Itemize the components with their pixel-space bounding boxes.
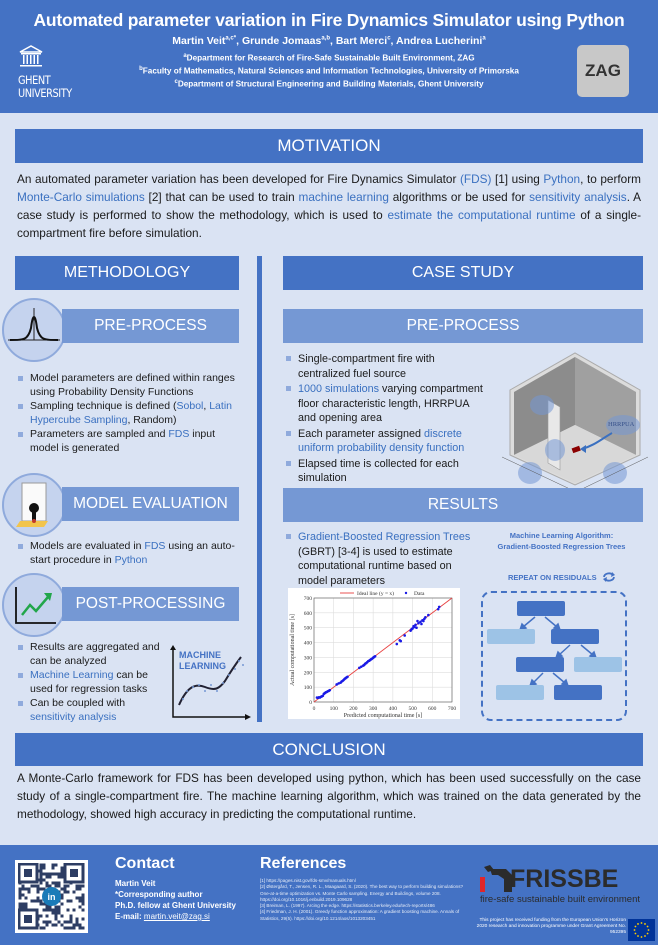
highlighted-term: Python [543,172,581,186]
gbrt-tree-diagram [481,591,627,721]
case-study-preprocess-list [283,352,488,487]
x-tick-label: 200 [349,706,358,712]
post-processing-list [15,641,165,725]
data-point [437,608,440,611]
eu-funding-text: This project has received funding from the European Union's Horizon 2020 research and innovation programme under Grant Agreement No. 952395 [476,918,626,935]
highlighted-term: FDS [168,428,190,440]
bullet-item [15,540,245,567]
data-point [403,634,406,637]
highlighted-term: Gradient-Boosted Regression Trees [298,531,471,543]
highlighted-term: sensitivity analysis [30,710,117,723]
text-segment: Each parameter assigned [298,427,425,440]
contact-heading: Contact [115,855,175,872]
highlighted-term: sensitivity analysis [529,190,627,204]
legend-entry: Data [414,591,425,597]
tree-node-3 [516,657,564,672]
methodology-heading: METHODOLOGY [15,256,239,290]
motivation-heading: MOTIVATION [15,129,643,163]
text-segment: , to perform [580,172,641,186]
y-tick-label: 700 [303,596,312,602]
highlighted-term: Latin Hypercube Sampling [30,400,232,426]
y-tick-label: 200 [303,670,312,677]
text-segment: Results are aggregated and can be analyzed [30,641,160,667]
repeat-on-residuals [508,572,616,582]
zag-logo: ZAG [577,45,629,97]
post-processing-heading: POST-PROCESSING [62,587,239,621]
text-segment: Can be coupled with [30,697,126,709]
highlighted-term: FDS [144,540,166,552]
text-segment: An automated parameter variation has been developed for Fire Dynamics Simulator [17,172,460,186]
bullet-item [15,400,245,427]
x-tick-label: 0 [312,706,316,712]
poster-header [0,0,658,113]
text-segment: [2] that can be used to train [144,190,299,204]
x-tick-label: 700 [447,706,457,712]
x-tick-label: 300 [369,706,378,712]
data-point [420,623,423,626]
text-segment: Parameters are sampled and [30,428,169,440]
data-point [346,675,349,678]
highlighted-term: Python [114,553,148,566]
machine-learning-graphic [165,645,253,725]
linkedin-icon: in [42,887,61,906]
data-point [424,616,427,619]
x-tick-label: 500 [408,706,417,712]
bell-curve-icon [2,298,66,362]
ghent-logo-line1: GHENT [18,73,51,87]
x-tick-label: 100 [329,706,338,712]
highlighted-term: Monte-Carlo simulations [17,190,145,204]
data-point [328,689,331,692]
tree-leaf-3 [496,685,544,700]
hrrpua-label: HRRPUA [608,421,635,428]
eu-flag-icon [628,919,655,941]
frissbe-wordmark: FRISSBE [510,865,619,893]
methodology-preprocess-heading: PRE-PROCESS [62,309,239,343]
contact-email-row: E-mail: martin.veit@zag.si [115,912,210,921]
repeat-label: REPEAT ON RESIDUALS [508,572,597,582]
bullet-item [283,530,483,588]
bullet-item [283,427,488,456]
results-heading: RESULTS [283,488,643,522]
y-axis-label: Actual computational time [s] [290,614,296,686]
text-segment: varying compartment floor characteristic length, HRRPUA and opening area [298,383,483,424]
highlighted-term: discrete uniform probability density function [298,427,465,454]
data-point [422,620,425,623]
contact-role: *Corresponding author [115,890,203,899]
trend-chart-icon [2,573,66,637]
text-segment: input model is generated [30,428,216,454]
text-segment: Models are evaluated in [30,540,145,552]
reference-4: [4] Friedman, J. H. (2001). Greedy function approximation: A gradient boosting machine. Annals of Statistics, 29(5). https://doi.org/10.1214/aos/1013203451 [260,909,460,921]
text-segment: can be used for regression tasks [30,669,148,695]
case-study-heading: CASE STUDY [283,256,643,290]
y-tick-label: 500 [303,625,312,632]
y-tick-label: 400 [303,640,312,647]
author-affiliation-mark: c [387,35,391,42]
text-segment: using an auto-start procedure in [30,540,235,566]
tree-leaf-2 [574,657,622,672]
ghent-university-logo [18,45,80,100]
tree-leaf-1 [487,629,535,644]
affiliation-c: $^c$Department of Structural Engineering and Building Materials, Ghent University [174,79,484,89]
ideal-line [314,598,452,702]
bullet-item [283,457,488,486]
highlighted-term: estimate the computational runtime [387,208,576,222]
data-point [438,606,441,609]
contact-details [115,878,236,922]
affiliation-b: $^b$Faculty of Mathematics, Natural Sciences and Information Technologies, University of Primorska [139,66,519,76]
text-segment: , Random) [127,413,177,426]
data-point [427,614,430,617]
email-link[interactable]: martin.veit@zag.si [143,912,210,921]
gbrt-title-line2: Gradient-Boosted Regression Trees [497,542,626,551]
text-segment: . A case study is performed to show the methodology, which is used to [17,190,641,222]
text-segment: algorithms or be used for [388,190,530,204]
highlighted-term: Sobol [176,400,204,412]
data-point [396,643,399,646]
motivation-text [17,170,641,242]
scatter-svg [288,588,460,719]
text-segment: Elapsed time is collected for each simulation [298,457,459,484]
column-divider [257,256,262,722]
poster-title: Automated parameter variation in Fire Dynamics Simulator using Python [33,10,625,30]
text-segment: , [203,400,210,412]
y-tick-label: 0 [309,700,312,706]
conclusion-text: A Monte-Carlo framework for FDS has been developed using python, which has been used successfully on the case study of a single-compartment fire. The machine learning algorithm, which was trained on the data generated by the methodology, showed high accuracy in predicting the computational runtime. [17,771,641,821]
highlighted-term: machine learning [298,190,389,204]
text-segment: (GBRT) [3-4] is used to estimate computational runtime based on model parameters [298,545,453,587]
y-tick-label: 600 [303,610,312,617]
contact-name: Martin Veit [115,879,156,888]
cycle-arrows-icon [602,572,616,582]
results-list [283,530,483,589]
ghent-logo-line2: UNIVERSITY [18,86,72,100]
case-study-preprocess-heading: PRE-PROCESS [283,309,643,343]
bullet-item [15,641,165,668]
reference-3: [3] Breiman, L. (1997). Arcing the edge. https://statistics.berkeley.edu/tech-reports/486 [260,903,435,909]
bullet-item [15,697,165,724]
bullet-item [15,669,165,696]
reference-1: [1] https://pages.nist.gov/fds-smv/manuals.html [260,878,356,883]
data-point [374,655,377,658]
text-segment: Sampling technique is defined ( [30,400,177,412]
data-point [415,626,418,629]
tree-node-2 [551,629,599,644]
author-name: Grunde Jomaas [241,35,322,47]
text-segment: of a single-compartment fire before simulation. [17,208,642,240]
bullet-item [283,382,488,426]
ml-label-line1: MACHINE [179,650,221,660]
methodology-preprocess-list [15,372,245,456]
y-tick-label: 100 [303,685,312,692]
bullet-item [15,428,245,455]
ml-label-line2: LEARNING [179,661,226,671]
text-segment: [1] using [491,172,544,186]
x-axis-label: Predicted computational time [s] [343,713,423,719]
reference-2: [2] Østergård, T., Jensen, R. L., Maagaard, S. (2020). The best way to perform building simulations? One-at-a-time optimization vs. Monte Carlo sampling. Energy and Buildings, volume 208. https://doi.org/10.1016/j.enbuild.2019.109628 [260,884,464,902]
author-name: Bart Merci [335,35,388,47]
poster-footer [0,845,658,945]
text-segment: Model parameters are defined within ranges using Probability Density Functions [30,372,235,398]
fire-room-icon [2,473,66,537]
compartment-diagram [500,345,650,490]
gbrt-title [480,530,643,552]
author-list: Martin Veit$^{a,c*}$, Grunde Jomaas$^{a,b}$, Bart Merci$^c$, Andrea Lucherini$^a$ [172,35,486,47]
tree-node-4 [554,685,602,700]
model-evaluation-list [15,540,245,568]
x-tick-label: 400 [388,706,397,712]
highlighted-term: 1000 simulations [298,383,380,395]
data-point [414,623,417,626]
model-evaluation-heading: MODEL EVALUATION [62,487,239,521]
frissbe-mark-icon [478,863,514,893]
references-heading: References [260,855,347,872]
x-tick-label: 600 [428,706,437,712]
author-affiliation-mark: a,b [321,35,330,42]
frissbe-tagline: fire-safe sustainable built environment [480,894,641,905]
bullet-item [283,352,488,381]
linkedin-qr-code[interactable] [15,860,88,933]
gbrt-title-line1: Machine Learning Algorithm: [509,531,614,540]
affiliation-a: $^a$Department for Research of Fire-Safe Sustainable Built Environment, ZAG [183,53,475,63]
contact-position: Ph.D. fellow at Ghent University [115,901,236,910]
bullet-item [15,372,245,399]
text-segment: Single-compartment fire with centralized fuel source [298,353,435,380]
author-affiliation-mark: a,c* [225,35,237,42]
author-name: Martin Veit [172,35,226,47]
runtime-scatter-chart [288,588,460,719]
highlighted-term: (FDS) [459,172,492,186]
y-tick-label: 300 [303,655,312,662]
author-name: Andrea Lucherini [395,35,483,47]
data-point [416,620,419,623]
author-affiliation-mark: a [482,35,486,42]
highlighted-term: Machine Learning [30,669,114,681]
temple-icon [18,45,44,69]
legend-dot-swatch [405,592,407,594]
data-point [399,640,402,643]
legend-entry: Ideal line (y = x) [357,591,395,597]
references-list [260,878,470,922]
frissbe-logo [478,861,653,905]
tree-node-root [517,601,565,616]
conclusion-heading: CONCLUSION [15,733,643,766]
